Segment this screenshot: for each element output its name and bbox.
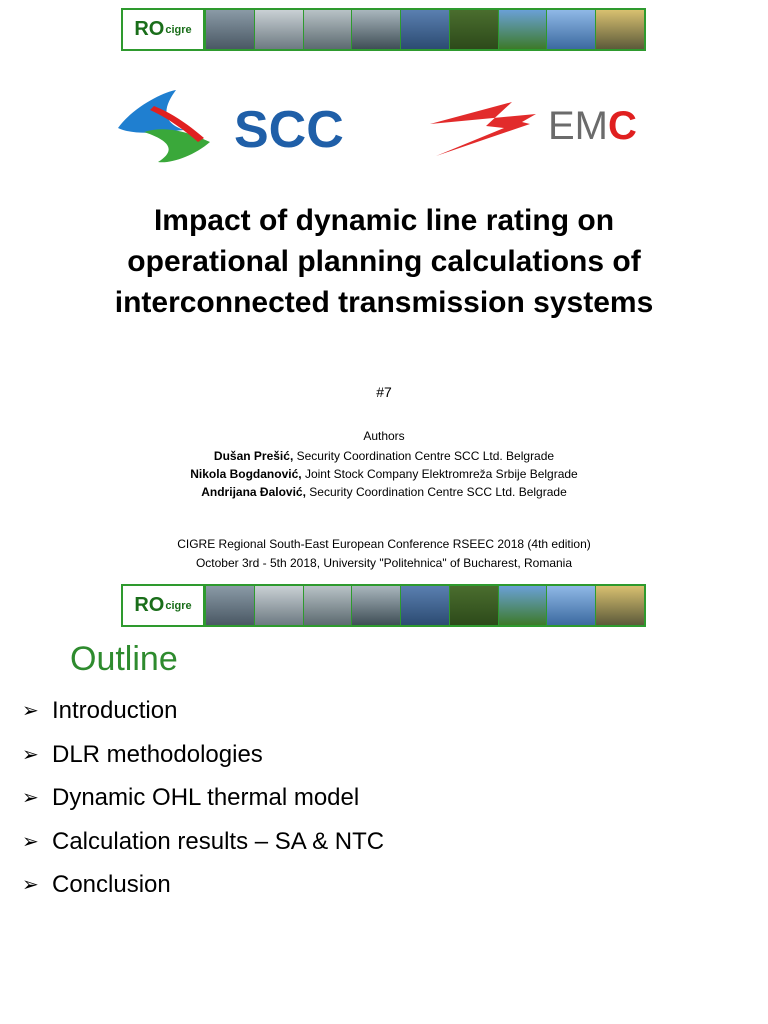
banner-photo	[546, 10, 595, 49]
bullet-arrow-icon: ➢	[22, 700, 39, 722]
svg-text:EMC: EMC	[548, 104, 637, 148]
banner-photo	[595, 10, 644, 49]
banner-photo	[546, 586, 595, 625]
ro-cigre-logo: RO cigre	[123, 10, 205, 49]
outline-list	[22, 697, 384, 915]
scc-logo	[114, 86, 344, 166]
author-name: Andrijana Đalović,	[201, 485, 306, 499]
bullet-arrow-icon: ➢	[22, 743, 39, 766]
outline-heading: Outline	[70, 640, 178, 678]
authors-heading: Authors	[363, 429, 405, 443]
banner-photo	[303, 586, 352, 625]
banner-photo	[400, 586, 449, 625]
outline-item: ➢ Dynamic OHL thermal model	[22, 784, 360, 811]
conference-dates: October 3rd - 5th 2018, University "Politehnica" of Bucharest, Romania	[195, 556, 573, 570]
banner-photo	[254, 10, 303, 49]
author-affiliation: Joint Stock Company Elektromreža Srbije Belgrade	[301, 467, 578, 481]
banner-photo	[205, 10, 254, 49]
banner-photo-strip	[205, 586, 644, 625]
author-name: Dušan Prešić,	[213, 449, 294, 463]
banner-photo	[351, 10, 400, 49]
bullet-arrow-icon: ➢	[22, 874, 39, 896]
paper-title	[40, 200, 728, 323]
banner-photo	[498, 10, 547, 49]
svg-text:SCC: SCC	[234, 101, 344, 159]
title-line: operational planning calculations of	[127, 245, 641, 278]
cigre-banner-bottom	[121, 584, 646, 627]
paper-number: #7	[376, 384, 392, 400]
outline-item: ➢ Conclusion	[22, 871, 171, 898]
banner-photo	[351, 586, 400, 625]
title-line: Impact of dynamic line rating on	[153, 204, 615, 237]
outline-item: ➢ DLR methodologies	[22, 740, 263, 768]
cigre-banner-top	[121, 8, 646, 51]
title-line: interconnected transmission systems	[114, 286, 654, 319]
bullet-arrow-icon: ➢	[22, 787, 39, 809]
banner-photo	[303, 10, 352, 49]
banner-photo	[595, 586, 644, 625]
outline-item: ➢ Introduction	[22, 697, 178, 724]
outline-item: ➢ Calculation results – SA & NTC	[22, 827, 385, 855]
ro-cigre-logo: RO cigre	[123, 586, 205, 625]
conference-line: CIGRE Regional South-East European Conference RSEEC 2018 (4th edition)	[177, 537, 591, 551]
banner-photo	[449, 586, 498, 625]
company-logos	[0, 86, 768, 166]
banner-photo	[205, 586, 254, 625]
author-line	[0, 449, 768, 463]
author-affiliation: Security Coordination Centre SCC Ltd. Belgrade	[305, 485, 567, 499]
banner-photo-strip	[205, 10, 644, 49]
banner-photo	[498, 586, 547, 625]
bullet-arrow-icon: ➢	[22, 830, 39, 853]
banner-photo	[254, 586, 303, 625]
author-line	[0, 485, 768, 499]
banner-photo	[449, 10, 498, 49]
emc-logo	[426, 94, 646, 158]
author-line	[0, 467, 768, 481]
author-affiliation: Security Coordination Centre SCC Ltd. Belgrade	[293, 449, 555, 463]
banner-photo	[400, 10, 449, 49]
author-name: Nikola Bogdanović,	[190, 467, 302, 481]
